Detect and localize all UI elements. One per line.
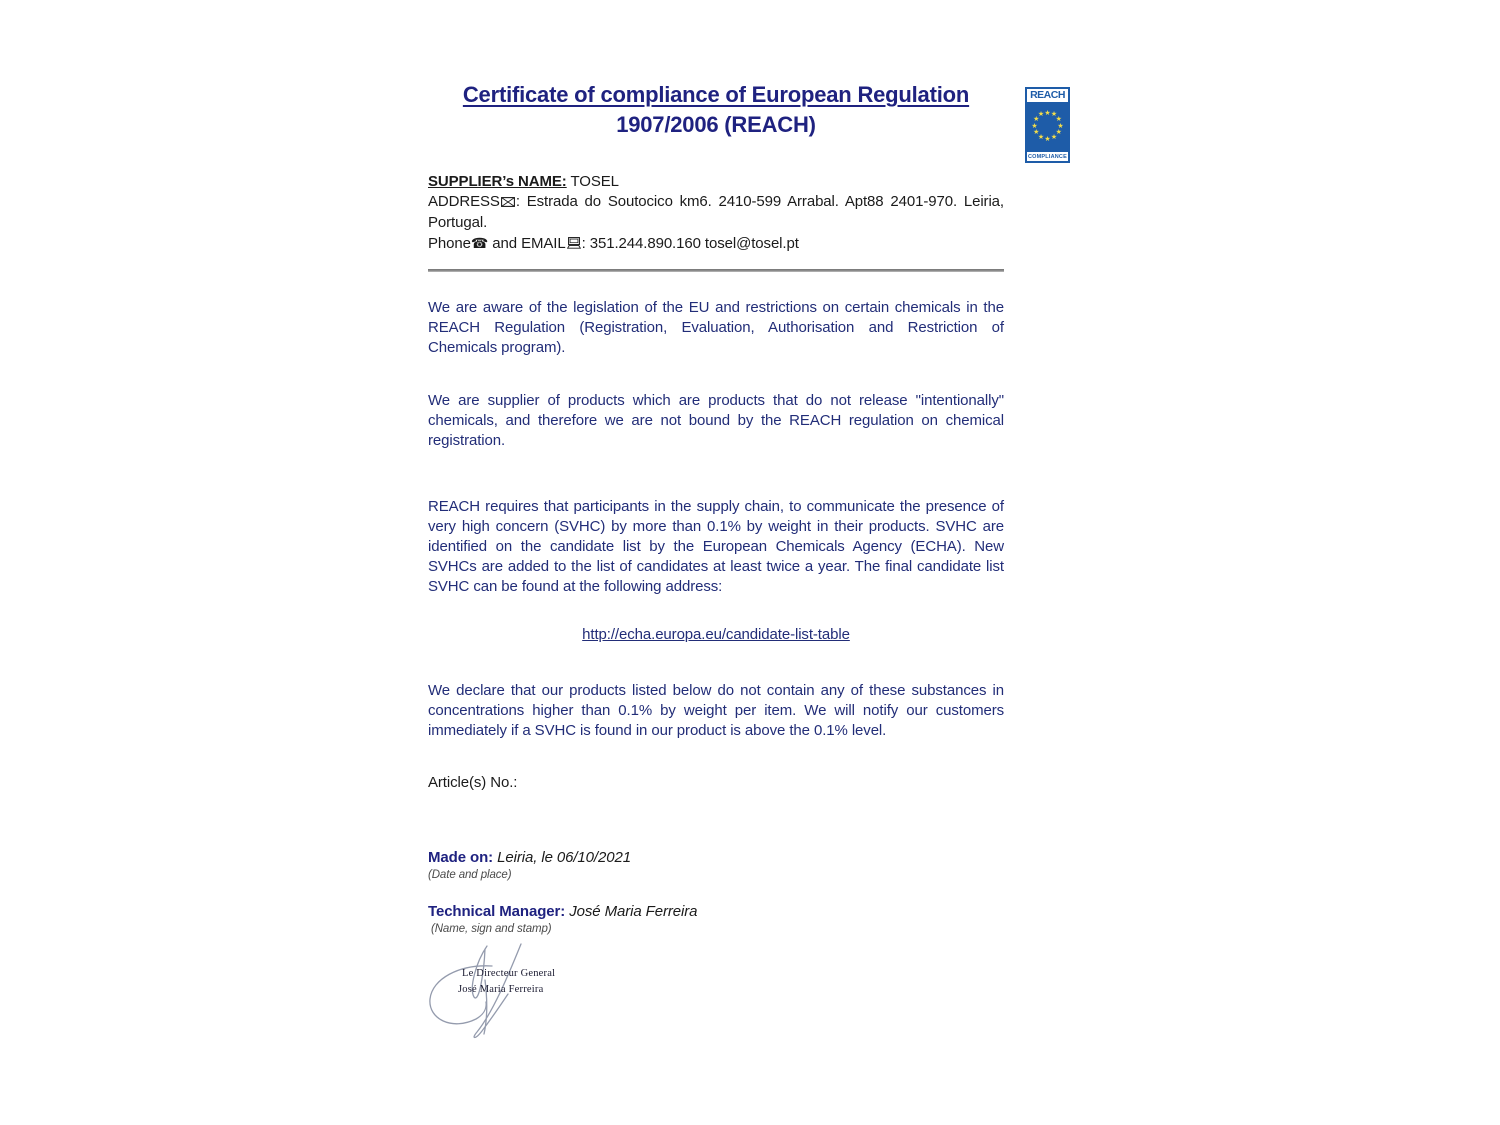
logo-compliance-label: COMPLIANCE <box>1028 154 1067 160</box>
eu-star-icon: ★ <box>1050 111 1058 119</box>
supplier-name-label: SUPPLIER’s NAME: <box>428 173 567 190</box>
title-line-2: 1907/2006 (REACH) <box>616 112 816 137</box>
candidate-list-link[interactable]: http://echa.europa.eu/candidate-list-table <box>582 626 850 643</box>
supplier-name-value: TOSEL <box>570 173 619 190</box>
date-place-note: (Date and place) <box>428 869 512 881</box>
made-on-line <box>428 848 1004 868</box>
stamp-name-text: José Maria Ferreira <box>458 984 544 995</box>
page-title <box>428 80 1004 140</box>
title-line-1: Certificate of compliance of European Regulation <box>462 82 970 107</box>
candidate-list-link-row <box>428 625 1004 645</box>
eu-star-icon: ★ <box>1050 133 1058 141</box>
supplier-name-line <box>428 172 1004 192</box>
eu-star-icon: ★ <box>1037 133 1045 141</box>
supplier-address-line <box>428 192 1004 233</box>
address-value: : Estrada do Soutocico km6. 2410-599 Arrabal. Apt88 2401-970. Leiria, Portugal. <box>428 193 1004 231</box>
email-label: and EMAIL <box>488 235 566 252</box>
envelope-icon <box>501 193 515 213</box>
technical-manager-line <box>428 902 1004 922</box>
contact-value: : 351.244.890.160 tosel@tosel.pt <box>581 235 799 252</box>
document-content <box>428 0 1004 937</box>
paragraph-declaration: We declare that our products listed below do not contain any of these substances in concentrations higher than 0.1% by weight per item. We will notify our customers immediately if a SVHC is found in our product is above the 0.1% level. <box>428 682 1004 739</box>
reach-compliance-logo <box>1025 87 1070 163</box>
article-number-label: Article(s) No.: <box>428 774 518 791</box>
eu-star-icon: ★ <box>1037 111 1045 119</box>
technical-manager-label: Technical Manager: <box>428 903 566 920</box>
logo-reach-label: REACH <box>1030 89 1065 101</box>
address-label: ADDRESS <box>428 193 500 210</box>
supplier-contact-line <box>428 233 1004 255</box>
eu-star-icon: ★ <box>1031 122 1038 130</box>
eu-star-icon: ★ <box>1057 122 1064 130</box>
eu-star-icon: ★ <box>1033 129 1040 136</box>
signature-block <box>425 938 556 1053</box>
made-on-label: Made on: <box>428 849 494 866</box>
eu-star-icon: ★ <box>1044 109 1051 117</box>
made-on-value: Leiria, le 06/10/2021 <box>497 849 631 866</box>
paragraph-supplier-statement: We are supplier of products which are products that do not release "intentionally" chemicals, and therefore we are not bound by the REACH regulation on chemical registration. <box>428 392 1004 449</box>
phone-label: Phone <box>428 235 471 252</box>
phone-icon: ☎ <box>470 235 489 251</box>
eu-star-icon: ★ <box>1055 116 1062 123</box>
paragraph-reach-requirements: REACH requires that participants in the supply chain, to communicate the presence of very high concern (SVHC) by more than 0.1% by weight in their products. SVHC are identified on the candidate list by the European Chemicals Agency (ECHA). New SVHCs are added to the list of candidates at least twice a year. The final candidate list SVHC can be found at the following address: <box>428 498 1004 595</box>
computer-icon <box>567 235 581 255</box>
supplier-info-block <box>428 172 1004 255</box>
horizontal-rule <box>428 269 1004 272</box>
technical-manager-value: José Maria Ferreira <box>569 903 698 920</box>
eu-star-icon: ★ <box>1033 116 1040 123</box>
name-sign-stamp-note: (Name, sign and stamp) <box>431 923 552 935</box>
paragraph-awareness: We are aware of the legislation of the EU and restrictions on certain chemicals in the REACH Regulation (Registration, Evaluation, Authorisation and Restriction of Chemicals program). <box>428 299 1004 356</box>
signature-scribble-icon <box>425 938 547 1053</box>
stamp-title-text: Le Directeur General <box>462 968 556 979</box>
eu-star-icon: ★ <box>1055 129 1062 136</box>
eu-star-icon: ★ <box>1044 135 1051 143</box>
eu-stars-icon <box>1027 102 1068 152</box>
